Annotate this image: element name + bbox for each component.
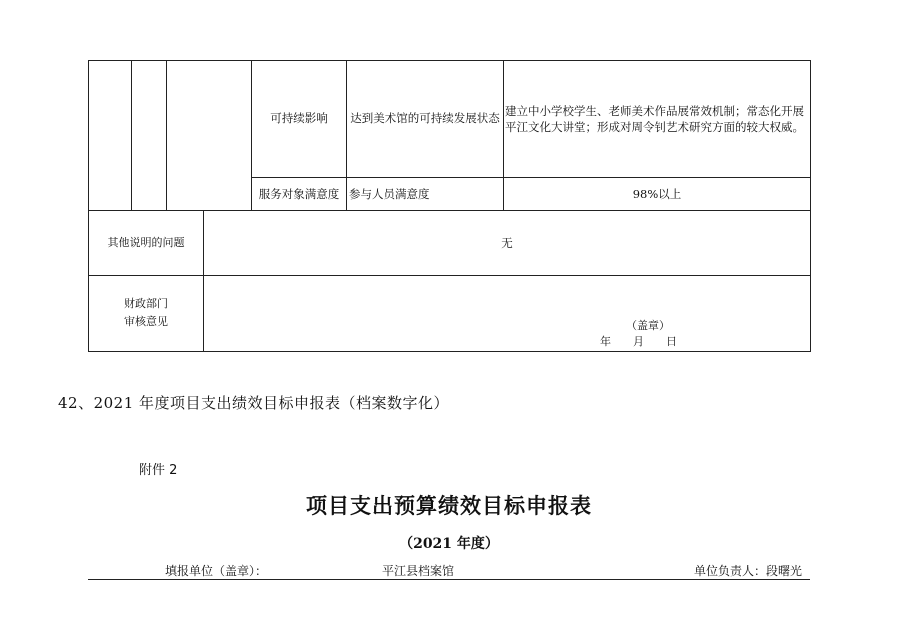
- subindicator-satisfaction: 参与人员满意度: [349, 187, 430, 201]
- target-satisfaction: 98%以上: [632, 187, 682, 201]
- section-heading: 42、2021 年度项目支出绩效目标申报表（档案数字化）: [58, 394, 450, 412]
- seal-text: （盖章）: [626, 319, 670, 332]
- indicator-satisfaction: 服务对象满意度: [258, 187, 340, 201]
- form-title: 项目支出预算绩效目标申报表: [306, 494, 592, 518]
- other-issues-label: 其他说明的问题: [107, 236, 185, 249]
- table-top-border: [88, 579, 810, 580]
- unit-name: 平江县档案馆: [382, 564, 455, 578]
- target-sustainable: 建立中小学校学生、老师美术作品展常效机制；常态化开展平江文化大讲堂；形成对周令钊艺术研究方面的较大权威。: [505, 104, 804, 134]
- finance-review-label-line1: 财政部门: [124, 297, 168, 310]
- attachment-label: 附件 2: [139, 463, 178, 478]
- finance-review-label-line2: 审核意见: [124, 315, 168, 328]
- unit-label: 填报单位（盖章）：: [165, 564, 268, 578]
- indicator-sustainable-impact: 可持续影响: [270, 111, 328, 125]
- form-year: （2021 年度）: [399, 536, 499, 552]
- date-text: 年 月 日: [600, 335, 677, 348]
- responsible-person: 单位负责人：段曙光: [694, 564, 803, 578]
- other-issues-value: 无: [501, 236, 513, 250]
- subindicator-sustainable: 达到美术馆的可持续发展状态: [350, 111, 500, 125]
